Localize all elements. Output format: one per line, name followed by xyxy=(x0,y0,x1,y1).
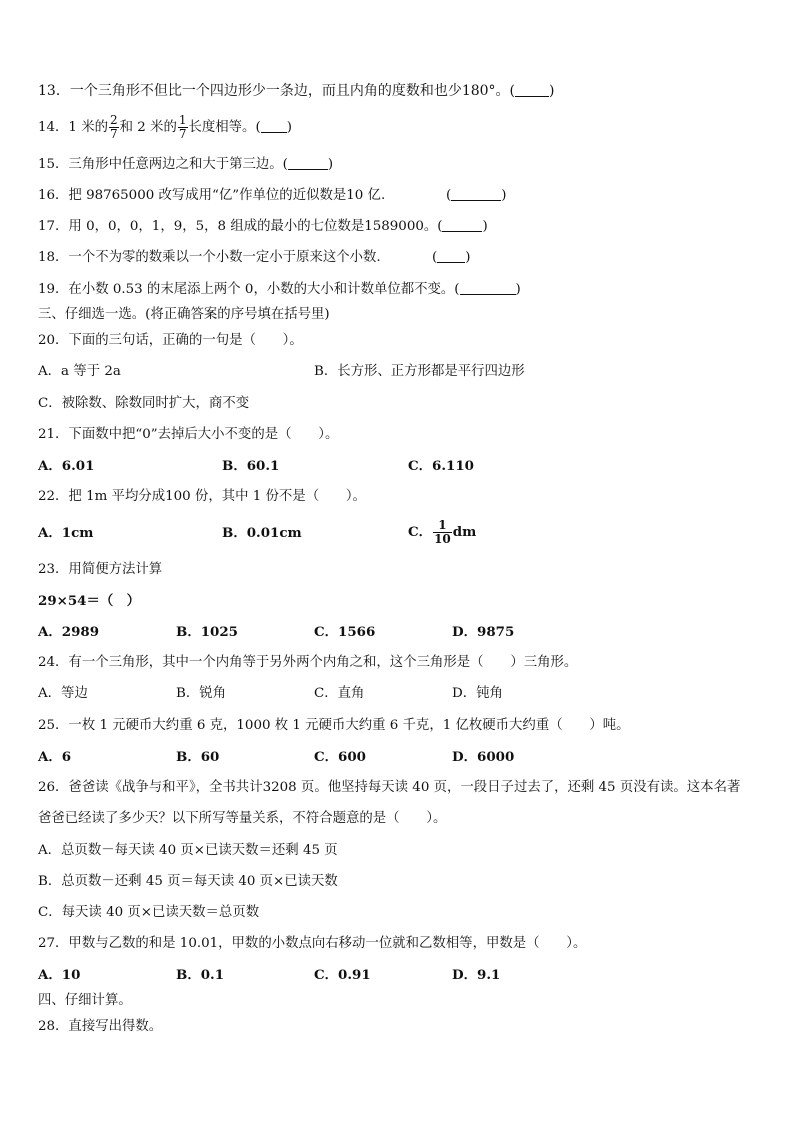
question-16 xyxy=(38,188,385,204)
question-27: 27．甲数与乙数的和是 10.01，甲数的小数点向右移动一位就和乙数相等，甲数是（ ）。 xyxy=(38,936,587,951)
fraction-numerator: 1 xyxy=(178,113,187,127)
fraction-2-7 xyxy=(109,114,119,141)
question-24: 24．有一个三角形，其中一个内角等于另外两个内角之和，这个三角形是（ ）三角形。 xyxy=(38,655,578,670)
option-25-c[interactable]: C．600 xyxy=(314,749,366,765)
question-16-answer xyxy=(446,188,506,204)
answer-blank-16[interactable] xyxy=(451,188,501,201)
option-24-c[interactable]: C．直角 xyxy=(314,686,365,701)
question-15 xyxy=(38,157,333,173)
option-24-b[interactable]: B．锐角 xyxy=(176,686,227,701)
question-23: 23．用简便方法计算 xyxy=(38,562,163,577)
option-25-b[interactable]: B．60 xyxy=(176,749,220,765)
option-23-b[interactable]: B．1025 xyxy=(176,624,238,640)
question-20: 20．下面的三句话，正确的一句是（ ）。 xyxy=(38,333,303,348)
answer-blank-19[interactable] xyxy=(460,282,516,295)
option-20-c[interactable]: C．被除数、除数同时扩大，商不变 xyxy=(38,396,250,411)
question-22: 22．把 1m 平均分成100 份，其中 1 份不是（ ）。 xyxy=(38,489,366,504)
section-heading-3: 三、仔细选一选。(将正确答案的序号填在括号里) xyxy=(38,307,330,322)
question-17 xyxy=(38,219,488,235)
question-28: 28．直接写出得数。 xyxy=(38,1019,163,1034)
question-14 xyxy=(38,110,292,146)
option-21-a[interactable]: A．6.01 xyxy=(38,458,95,474)
question-13 xyxy=(38,83,554,99)
paren-close: ) xyxy=(465,250,471,265)
question-18-text: 18．一个不为零的数乘以一个小数一定小于原来这个小数. xyxy=(38,250,381,265)
option-22-c-unit: dm xyxy=(452,524,477,540)
paren-close: ) xyxy=(549,83,555,99)
fraction-1-10 xyxy=(433,519,452,546)
fraction-numerator: 1 xyxy=(433,519,452,533)
option-27-a[interactable]: A．10 xyxy=(38,967,81,983)
option-26-b[interactable]: B．总页数－还剩 45 页＝每天读 40 页×已读天数 xyxy=(38,874,338,889)
answer-blank-18[interactable] xyxy=(437,250,465,263)
option-22-a[interactable]: A．1cm xyxy=(38,525,94,541)
option-21-b[interactable]: B．60.1 xyxy=(222,458,280,474)
section-heading-4: 四、仔细计算。 xyxy=(38,993,132,1008)
option-22-c[interactable] xyxy=(408,512,476,552)
question-19-text: 19．在小数 0.53 的末尾添上两个 0，小数的大小和计数单位都不变。( xyxy=(38,282,460,297)
paren-close: ) xyxy=(286,120,292,135)
option-27-d[interactable]: D．9.1 xyxy=(452,967,501,983)
question-18 xyxy=(38,250,381,266)
question-18-answer xyxy=(432,250,470,266)
fraction-1-7 xyxy=(178,114,188,141)
fraction-denominator: 10 xyxy=(434,532,451,546)
paren-close: ) xyxy=(482,219,488,234)
question-15-text: 15．三角形中任意两边之和大于第三边。( xyxy=(38,157,288,172)
option-27-c[interactable]: C．0.91 xyxy=(314,967,371,983)
option-25-d[interactable]: D．6000 xyxy=(452,749,515,765)
option-24-d[interactable]: D．钝角 xyxy=(452,686,503,701)
fraction-denominator: 7 xyxy=(110,127,118,141)
paren-open: ( xyxy=(432,250,438,265)
option-22-b[interactable]: B．0.01cm xyxy=(222,525,302,541)
option-26-a[interactable]: A．总页数－每天读 40 页×已读天数＝还剩 45 页 xyxy=(38,843,338,858)
option-26-c[interactable]: C．每天读 40 页×已读天数＝总页数 xyxy=(38,905,260,920)
question-14-part3: 长度相等。( xyxy=(188,120,261,135)
answer-blank-13[interactable] xyxy=(515,84,549,97)
question-16-text: 16．把 98765000 改写成用“亿”作单位的近似数是10 亿. xyxy=(38,188,386,203)
question-13-text: 13．一个三角形不但比一个四边形少一条边，而且内角的度数和也少180°。( xyxy=(38,83,515,99)
option-21-c[interactable]: C．6.110 xyxy=(408,458,474,474)
option-25-a[interactable]: A．6 xyxy=(38,749,72,765)
answer-blank-17[interactable] xyxy=(442,219,482,232)
option-22-c-label: C． xyxy=(408,524,433,540)
question-21: 21．下面数中把“0”去掉后大小不变的是（ ）。 xyxy=(38,427,339,442)
paren-close: ) xyxy=(327,157,334,172)
fraction-numerator: 2 xyxy=(110,113,118,127)
question-14-part1: 14．1 米的 xyxy=(38,120,108,135)
answer-blank-15[interactable] xyxy=(288,157,328,170)
question-26-line-2: 爸爸已经读了多少天？以下所写等量关系，不符合题意的是（ ）。 xyxy=(38,811,447,826)
question-19 xyxy=(38,282,521,298)
option-20-b[interactable]: B．长方形、正方形都是平行四边形 xyxy=(314,364,525,379)
option-24-a[interactable]: A．等边 xyxy=(38,686,88,701)
option-27-b[interactable]: B．0.1 xyxy=(176,967,225,983)
question-23-expression: 29×54＝（ ） xyxy=(38,593,141,609)
option-23-a[interactable]: A．2989 xyxy=(38,624,100,640)
question-17-text: 17．用 0，0，0，1，9，5，8 组成的最小的七位数是1589000。( xyxy=(38,219,443,234)
answer-blank-14[interactable] xyxy=(261,120,287,133)
option-23-c[interactable]: C．1566 xyxy=(314,624,376,640)
option-23-d[interactable]: D．9875 xyxy=(452,624,515,640)
paren-close: ) xyxy=(515,282,521,297)
question-14-part2: 和 2 米的 xyxy=(119,120,177,135)
paren-open: ( xyxy=(446,188,452,203)
question-25: 25．一枚 1 元硬币大约重 6 克，1000 枚 1 元硬币大约重 6 千克，1 亿枚硬币大约重（ ）吨。 xyxy=(38,718,630,733)
question-26-line-1: 26．爸爸读《战争与和平》，全书共计3208 页。他坚持每天读 40 页，一段日子过去了，还剩 45 页没有读。这本名著 xyxy=(38,780,741,795)
paren-close: ) xyxy=(501,188,507,203)
fraction-denominator: 7 xyxy=(178,127,187,141)
option-20-a[interactable]: A．a 等于 2a xyxy=(38,364,121,379)
